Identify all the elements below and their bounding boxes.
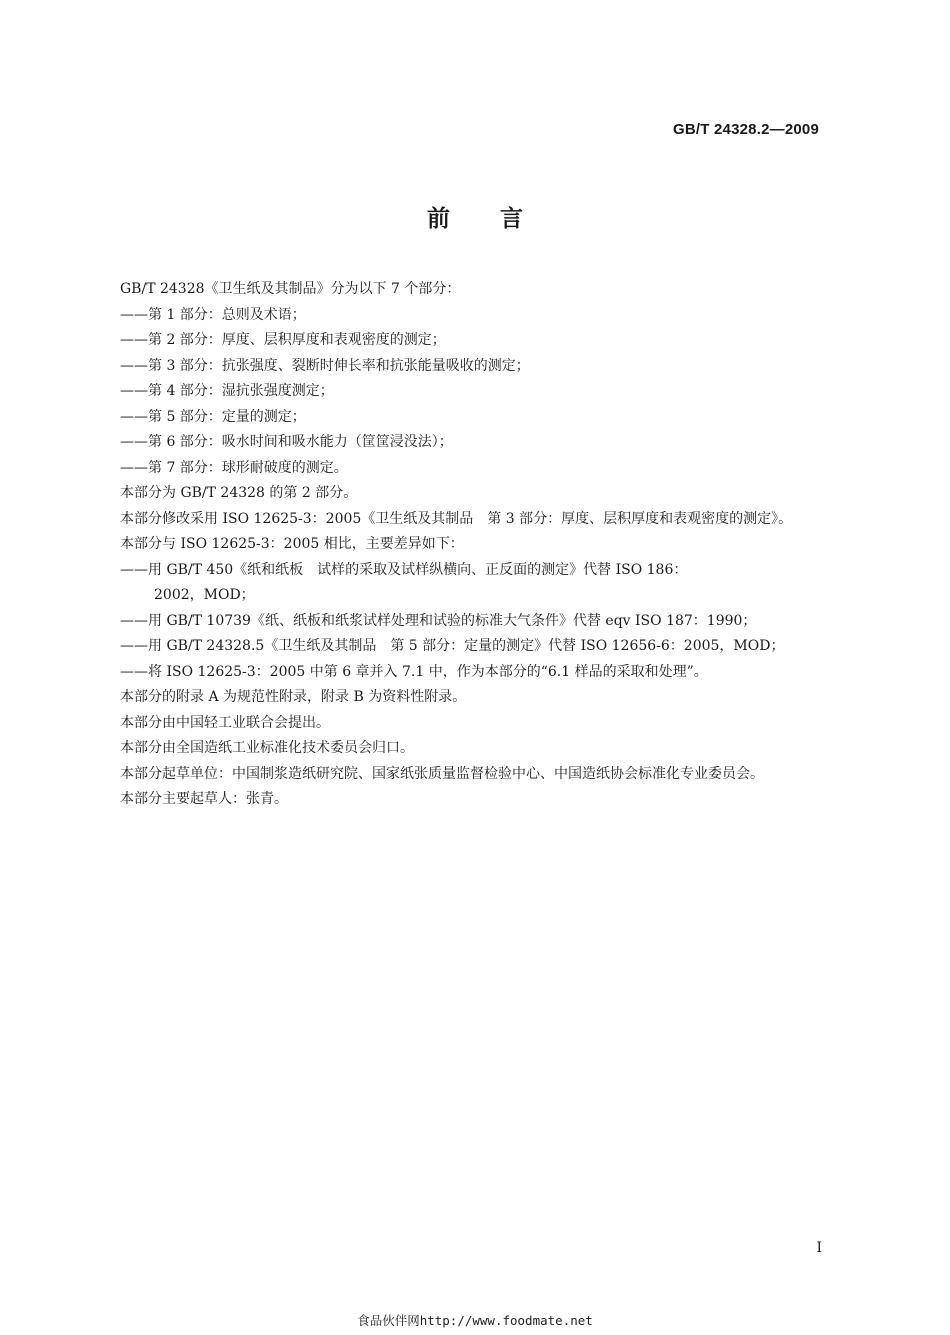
- adoption-paragraph: 本部分修改采用 ISO 12625-3：2005《卫生纸及其制品 第 3 部分：厚度、层积厚度和表观密度的测定》。: [120, 510, 793, 527]
- part-list-item-1: ——第 1 部分：总则及术语；: [120, 306, 306, 323]
- part-list-item-4: ——第 4 部分：湿抗张强度测定；: [120, 383, 334, 399]
- part-list-item-3: ——第 3 部分：抗张强度、裂断时伸长率和抗张能量吸收的测定；: [120, 357, 530, 374]
- difference-item-2: ——用 GB/T 10739《纸、纸板和纸浆试样处理和试验的标准大气条件》代替 eqv ISO 187：1990；: [120, 612, 757, 629]
- drafters-paragraph: 本部分主要起草人：张青。: [120, 791, 288, 807]
- part-list-item-2: ——第 2 部分：厚度、层积厚度和表观密度的测定；: [120, 332, 446, 348]
- difference-item-1-line-1: ——用 GB/T 450《纸和纸板 试样的采取及试样纵横向、正反面的测定》代替 ISO 186：: [120, 561, 688, 578]
- this-part-paragraph: 本部分为 GB/T 24328 的第 2 部分。: [120, 485, 358, 501]
- part-list-item-6: ——第 6 部分：吸水时间和吸水能力（筐筐浸没法）；: [120, 434, 453, 450]
- difference-item-1-line-2: 2002，MOD；: [154, 587, 255, 603]
- difference-item-4: ——将 ISO 12625-3：2005 中第 6 章并入 7.1 中，作为本部分的“6.1 样品的采取和处理”。: [120, 663, 708, 680]
- standard-code: GB/T 24328.2—2009: [673, 121, 819, 138]
- footer-watermark: 食品伙伴网http://www.foodmate.net: [357, 1313, 593, 1328]
- part-list-item-5: ——第 5 部分：定量的测定；: [120, 408, 306, 425]
- document-body: [86, 277, 826, 813]
- difference-item-1: [86, 558, 826, 609]
- difference-item-3: ——用 GB/T 24328.5《卫生纸及其制品 第 5 部分：定量的测定》代替 ISO 12656-6：2005，MOD；: [120, 638, 785, 654]
- differences-paragraph: 本部分与 ISO 12625-3：2005 相比，主要差异如下：: [120, 536, 464, 552]
- annex-paragraph: 本部分的附录 A 为规范性附录，附录 B 为资料性附录。: [120, 689, 467, 705]
- page-title: 前言: [427, 206, 573, 232]
- drafting-units-paragraph: 本部分起草单位：中国制浆造纸研究院、国家纸张质量监督检验中心、中国造纸协会标准化专业委员会。: [120, 765, 764, 782]
- managed-paragraph: 本部分由全国造纸工业标准化技术委员会归口。: [120, 740, 414, 756]
- intro-paragraph: GB/T 24328《卫生纸及其制品》分为以下 7 个部分：: [120, 281, 461, 297]
- proposed-paragraph: 本部分由中国轻工业联合会提出。: [120, 714, 330, 731]
- part-list-item-7: ——第 7 部分：球形耐破度的测定。: [120, 459, 348, 476]
- page-number: I: [816, 1240, 822, 1256]
